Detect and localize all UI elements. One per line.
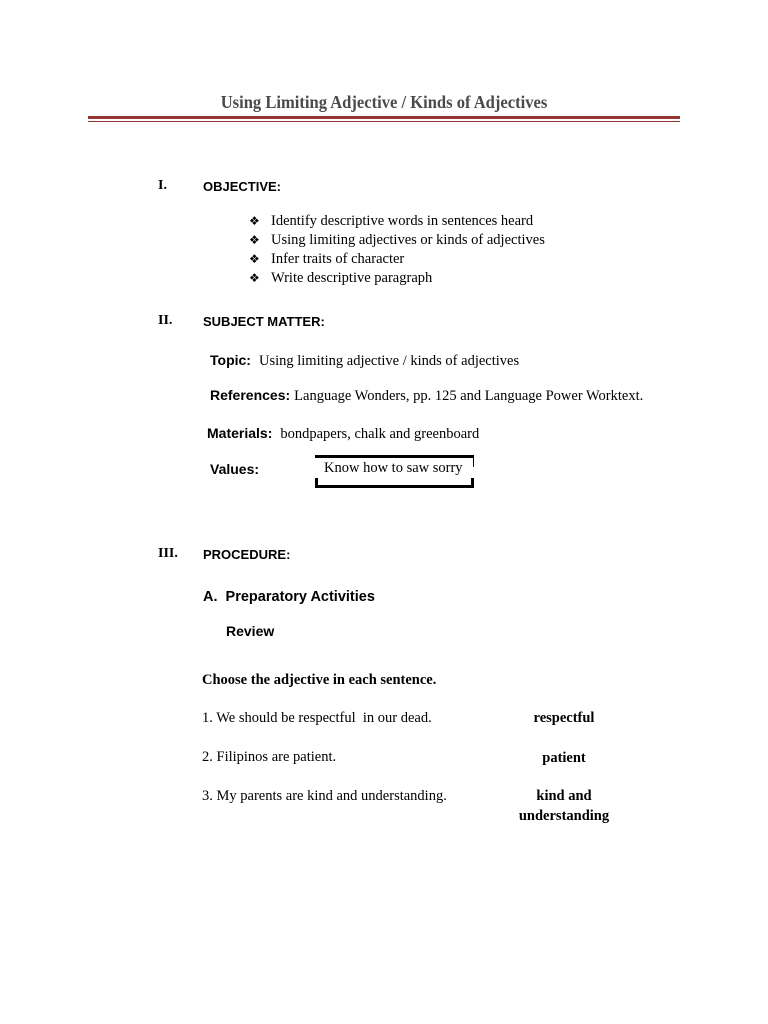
title-rule-thin [88,121,680,122]
diamond-bullet-icon: ❖ [249,214,260,228]
review-answer-3-line2: understanding [518,808,610,824]
topic-row [210,352,519,370]
list-item: ❖ Using limiting adjectives or kinds of adjectives [249,232,545,248]
document-title: Using Limiting Adjective / Kinds of Adjectives [220,92,548,112]
list-item: ❖ Infer traits of character [249,251,405,267]
section-heading-procedure: PROCEDURE: [203,547,291,562]
values-value: Know how to saw sorry [324,460,463,476]
list-item: ❖ Write descriptive paragraph [249,270,433,286]
review-sentence-3: 3. My parents are kind and understanding. [202,788,447,804]
values-label: Values: [210,461,260,477]
review-answer-3-line1: kind and [536,788,592,804]
instruction-text: Choose the adjective in each sentence. [202,672,437,688]
review-answer-1: respectful [533,710,595,726]
review-sentence-2: 2. Filipinos are patient. [202,749,337,765]
review-heading: Review [226,623,275,639]
diamond-bullet-icon: ❖ [249,271,260,285]
topic-label: Topic: [210,352,251,368]
values-box [315,455,474,488]
section-numeral-objective: I. [158,178,167,193]
section-numeral-procedure: III. [158,546,178,561]
topic-value: Using limiting adjective / kinds of adjectives [258,353,520,369]
objective-list [249,212,545,288]
diamond-bullet-icon: ❖ [249,233,260,247]
references-row [210,387,643,405]
diamond-bullet-icon: ❖ [249,252,260,266]
review-sentence-1: 1. We should be respectful in our dead. [202,710,432,726]
references-value: Language Wonders, pp. 125 and Language Power Worktext. [294,388,644,404]
review-answer-2: patient [542,750,586,766]
section-heading-objective: OBJECTIVE: [203,179,282,194]
materials-row [207,425,479,443]
references-label: References: [210,387,291,403]
section-heading-subject-matter: SUBJECT MATTER: [203,314,325,329]
subsection-heading-preparatory: A. Preparatory Activities [203,589,375,605]
section-numeral-subject-matter: II. [158,313,173,328]
materials-value: bondpapers, chalk and greenboard [280,426,480,442]
title-rule-thick [88,116,680,119]
materials-label: Materials: [207,425,273,441]
list-item: ❖ Identify descriptive words in sentences heard [249,213,534,229]
